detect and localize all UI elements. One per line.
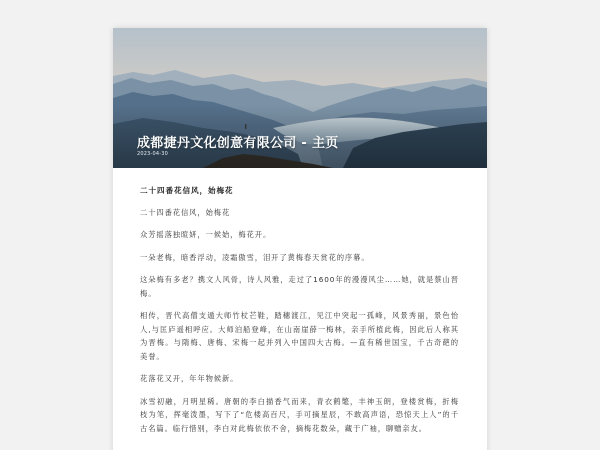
article-paragraph: 二十四番花信风，始梅花 [140, 207, 231, 217]
hero-banner [113, 28, 487, 168]
post-date: 2023-04-30 [137, 151, 169, 157]
page-title: 成都捷丹文化创意有限公司 - 主页 [137, 136, 339, 151]
article-paragraph: 冰雪初融，月明星稀。唐朝的李白描香气而来，青衣鹤氅，丰神玉朗，登楼赏梅，折梅枝为笔，挥毫泼墨，写下了“危楼高百尺，手可摘星辰，不敢高声语，恐惊天上人”的千古名篇。临行惜别，李白对此梅依依不舍，摘梅花数朵，藏于广袖，聊赠亲友。 [140, 396, 459, 433]
article-heading: 二十四番花信风，始梅花 [140, 186, 234, 195]
article-paragraph: 众芳摇落独暄妍，一候始，梅花开。 [140, 230, 272, 239]
article-paragraph: 相传，晋代高僧支遁大师竹杖芒鞋，踏穗渡江，见江中突起一孤峰，风景秀丽，景色怡人,与匡庐遥相呼应。大师泊船登峰，在山南崖薛一梅林，亲手所植此梅，因此后人称其为晋梅。与隋梅、唐梅、宋梅一起并列入中国四大古梅。—直有稀世国宝，千古奇葩的美誉。 [140, 311, 459, 361]
article-body [113, 168, 487, 435]
article-paragraph: 这朵梅有多老？携文人风骨，诗人风雅，走过了1600年的漫漫风尘……她，就是蔡山晋梅。 [140, 275, 459, 298]
article-paragraph: 一朵老梅，暗香浮动，凌霜傲雪，泪开了黄梅春天赏花的序幕。 [140, 252, 370, 262]
article-paragraph: 花落花又开，年年物候新。 [140, 374, 239, 383]
article-card [113, 28, 487, 450]
